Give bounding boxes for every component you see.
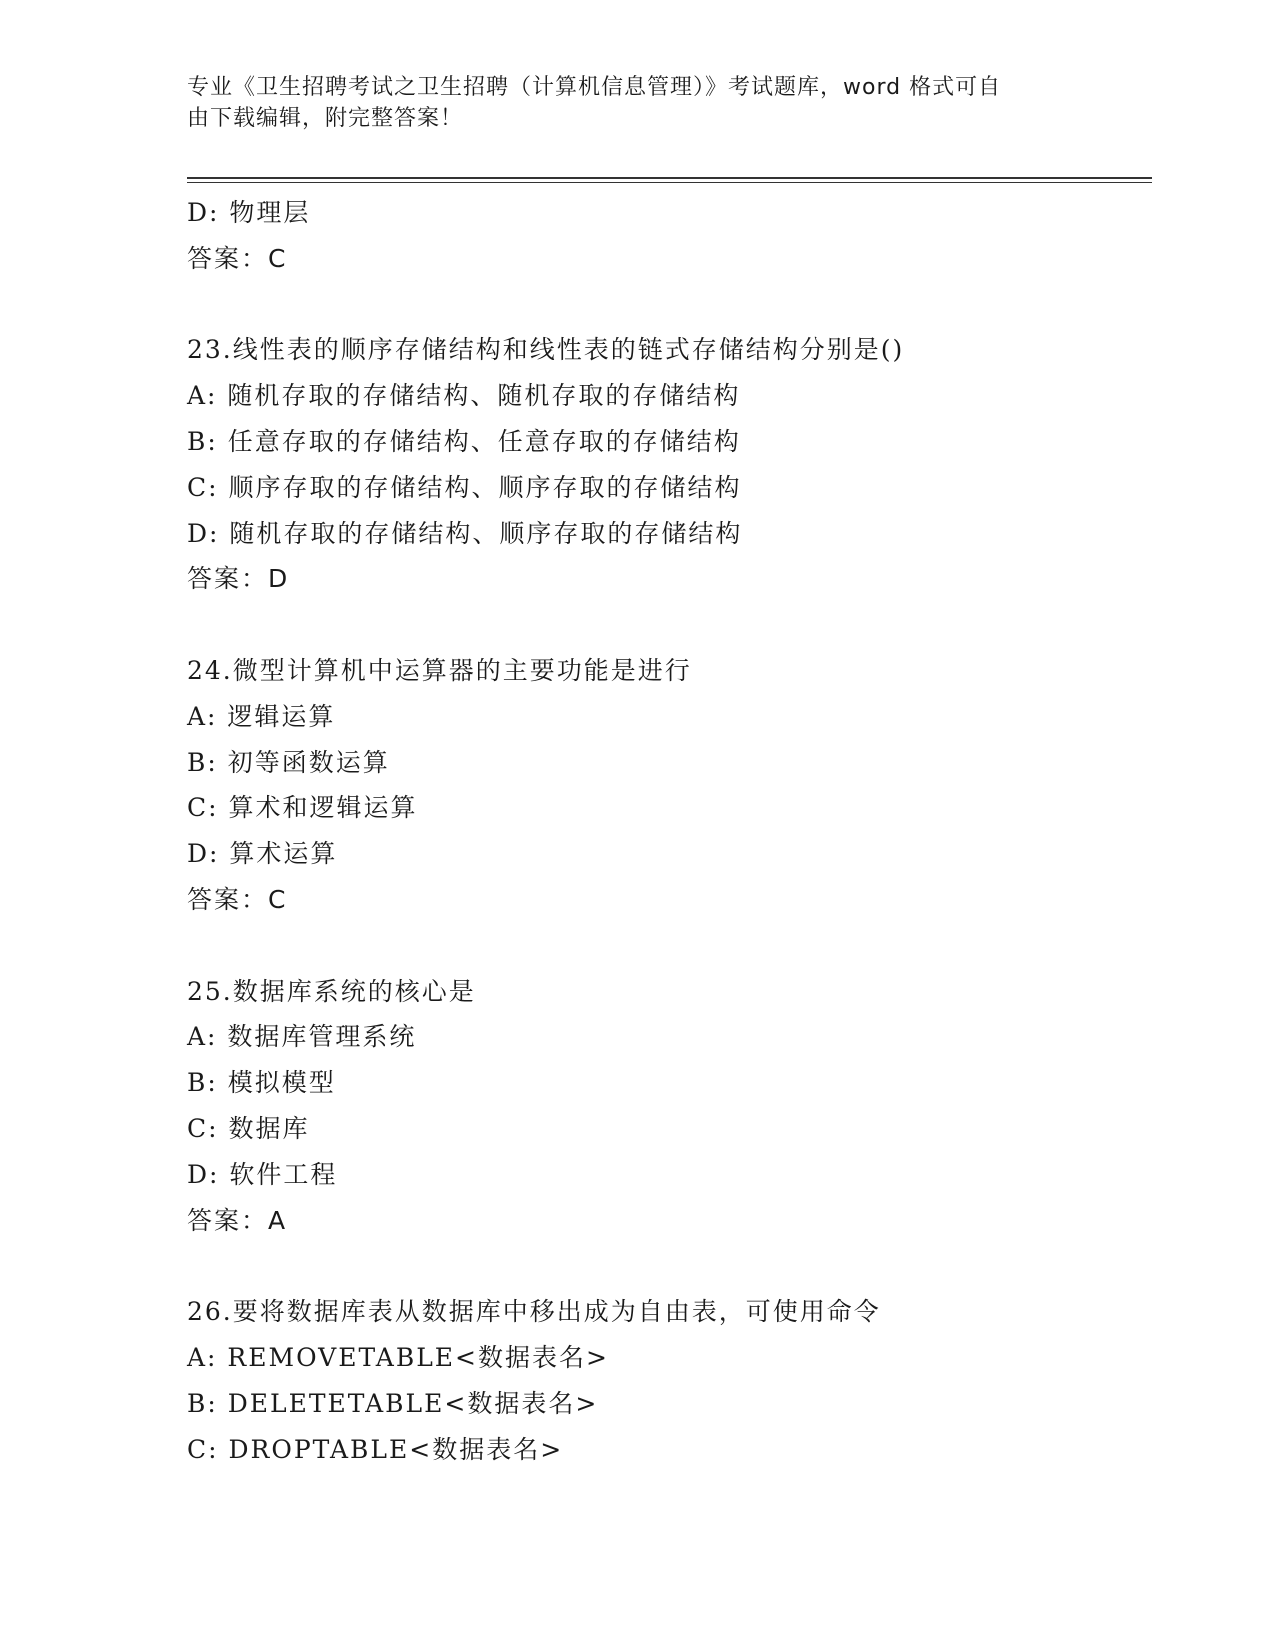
question-line: 25.数据库系统的核心是 (187, 976, 476, 1006)
question-block (187, 190, 1147, 282)
document-header (187, 72, 1077, 134)
option-line: B: 任意存取的存储结构、任意存取的存储结构 (187, 426, 741, 456)
header-line-1: 专业《卫生招聘考试之卫生招聘（计算机信息管理）》考试题库，word 格式可自 (187, 75, 1002, 100)
option-line: B: 模拟模型 (187, 1068, 336, 1098)
answer-line: 答案：C (187, 243, 288, 273)
option-line: C: 顺序存取的存储结构、顺序存取的存储结构 (187, 472, 742, 502)
spacer (187, 1243, 1147, 1289)
question-line: 26.要将数据库表从数据库中移出成为自由表，可使用命令 (187, 1297, 881, 1327)
option-line: A: REMOVETABLE<数据表名> (187, 1342, 609, 1372)
question-line: 24.微型计算机中运算器的主要功能是进行 (187, 655, 692, 685)
header-divider-thick (187, 177, 1152, 179)
option-line: A: 随机存取的存储结构、随机存取的存储结构 (187, 381, 741, 411)
option-line: B: DELETETABLE<数据表名> (187, 1388, 599, 1418)
question-block (187, 327, 1147, 602)
option-line: C: DROPTABLE<数据表名> (187, 1434, 564, 1464)
option-line: A: 逻辑运算 (187, 701, 336, 731)
question-line: 23.线性表的顺序存储结构和线性表的链式存储结构分别是() (187, 335, 905, 365)
option-line: A: 数据库管理系统 (187, 1022, 417, 1052)
header-divider-thin (187, 182, 1152, 183)
answer-line: 答案：D (187, 564, 290, 594)
option-line: D: 物理层 (187, 198, 311, 227)
header-line-2: 由下载编辑，附完整答案！ (187, 106, 464, 131)
question-list (187, 190, 1147, 1472)
option-line: D: 随机存取的存储结构、顺序存取的存储结构 (187, 518, 743, 548)
question-block (187, 648, 1147, 923)
option-line: C: 算术和逻辑运算 (187, 793, 418, 823)
option-line: C: 数据库 (187, 1113, 310, 1143)
spacer (187, 282, 1147, 328)
spacer (187, 602, 1147, 648)
question-block (187, 969, 1147, 1244)
answer-line: 答案：A (187, 1205, 288, 1235)
option-line: D: 软件工程 (187, 1159, 338, 1189)
question-block (187, 1289, 1147, 1472)
option-line: D: 算术运算 (187, 839, 338, 869)
spacer (187, 923, 1147, 969)
answer-line: 答案：C (187, 884, 288, 914)
option-line: B: 初等函数运算 (187, 747, 390, 777)
